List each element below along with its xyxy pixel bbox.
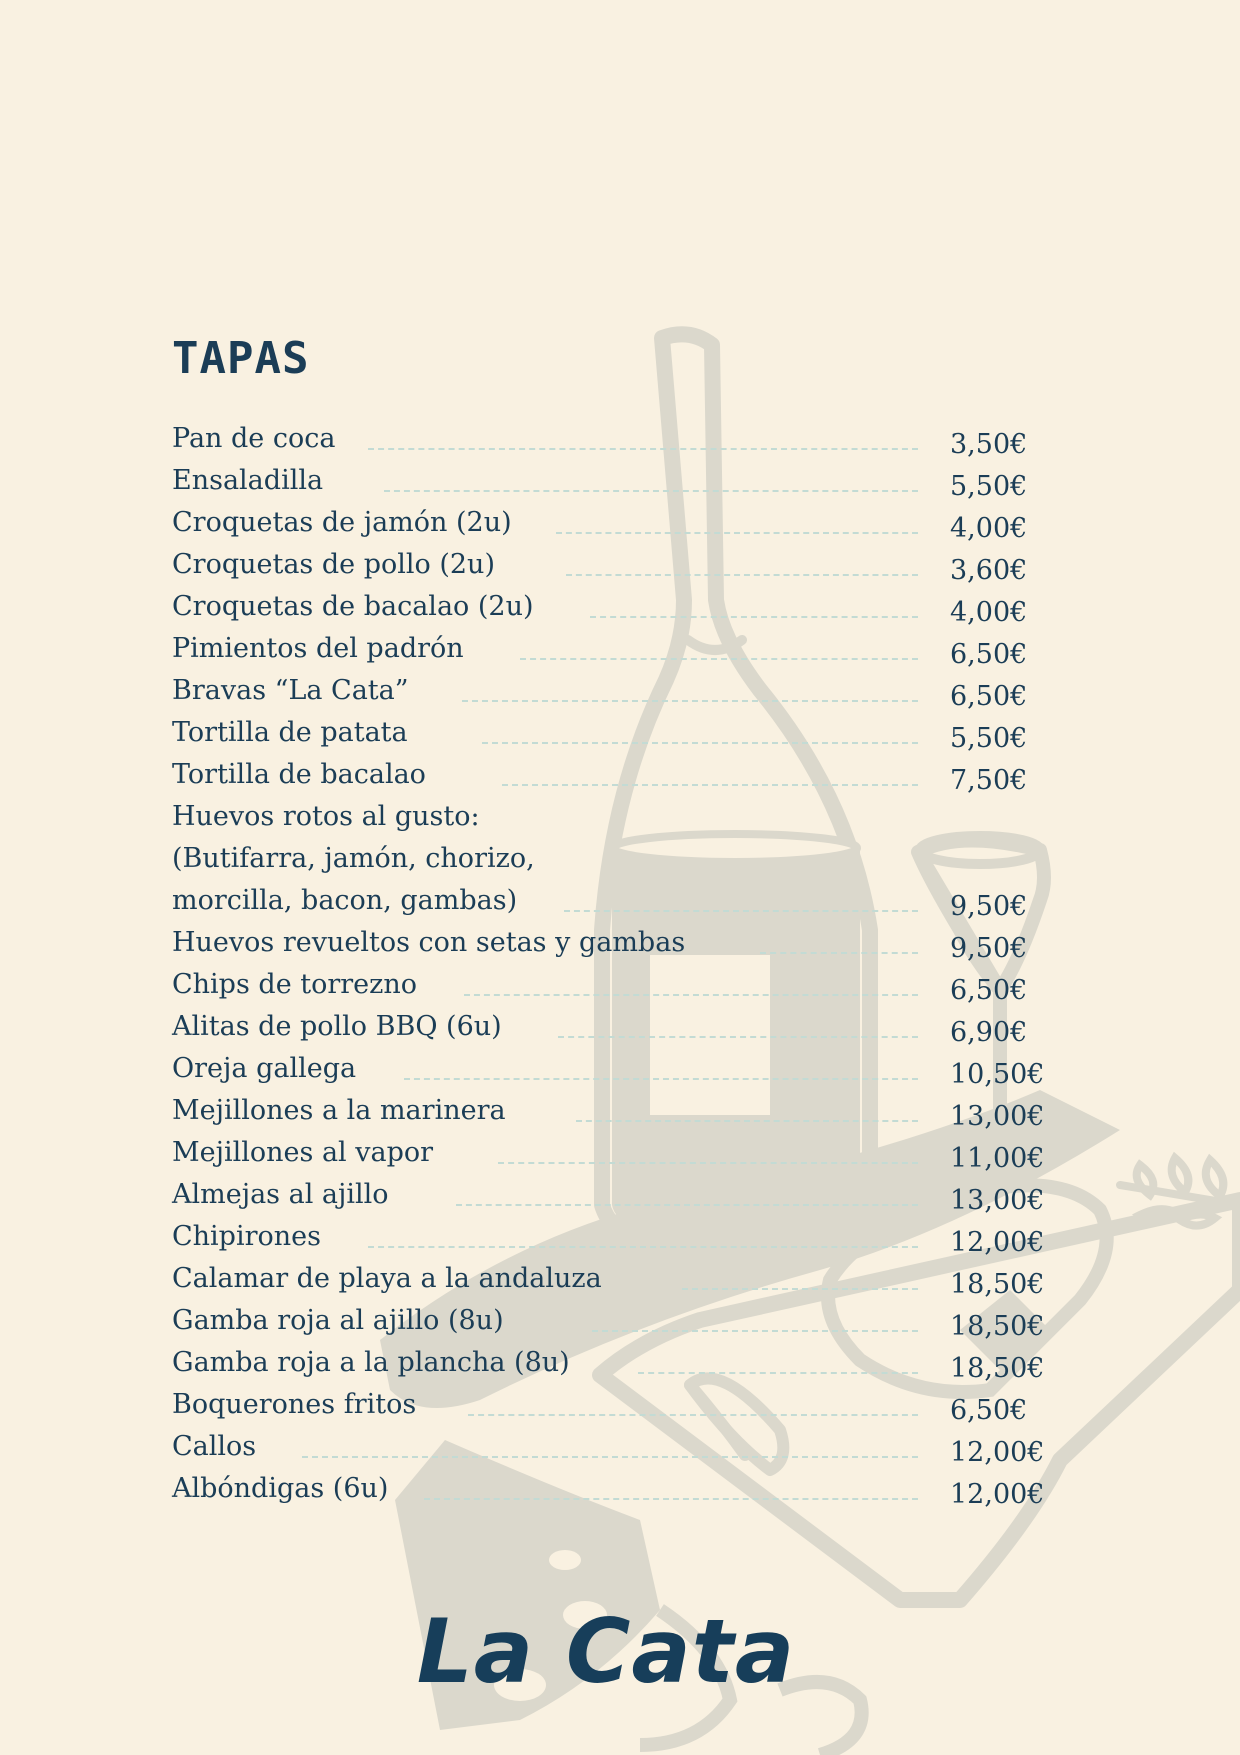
menu-item — [172, 418, 1072, 460]
dotted-leader — [498, 1162, 918, 1164]
item-name: Chips de torrezno — [172, 969, 418, 1000]
dotted-leader — [590, 616, 918, 618]
dotted-leader — [464, 994, 918, 996]
item-name: Calamar de playa a la andaluza — [172, 1263, 602, 1294]
menu-item — [172, 712, 1072, 754]
item-price: 3,60€ — [950, 555, 1028, 586]
dotted-leader — [368, 448, 918, 450]
item-price: 7,50€ — [950, 765, 1028, 796]
item-price: 13,00€ — [950, 1101, 1045, 1132]
menu-item — [172, 754, 1072, 796]
menu-item — [172, 1132, 1072, 1174]
dotted-leader — [638, 1372, 918, 1374]
item-name: Tortilla de patata — [172, 717, 408, 748]
menu-item — [172, 1090, 1072, 1132]
menu-item — [172, 964, 1072, 1006]
menu-item — [172, 1384, 1072, 1426]
menu-item — [172, 1048, 1072, 1090]
item-name: Mejillones a la marinera — [172, 1095, 506, 1126]
dotted-leader — [576, 1120, 918, 1122]
item-price: 5,50€ — [950, 723, 1028, 754]
dotted-leader — [404, 1078, 918, 1080]
menu-item — [172, 880, 1072, 922]
item-name: Chipirones — [172, 1221, 321, 1252]
item-name: Pimientos del padrón — [172, 633, 464, 664]
item-price: 12,00€ — [950, 1227, 1045, 1258]
item-price: 4,00€ — [950, 513, 1028, 544]
item-price: 6,50€ — [950, 1395, 1028, 1426]
item-price: 6,50€ — [950, 975, 1028, 1006]
menu-item — [172, 1468, 1072, 1510]
item-price: 18,50€ — [950, 1353, 1045, 1384]
item-price: 12,00€ — [950, 1437, 1045, 1468]
item-name: Mejillones al vapor — [172, 1137, 434, 1168]
dotted-leader — [456, 1204, 918, 1206]
dotted-leader — [592, 1330, 918, 1332]
item-price: 4,00€ — [950, 597, 1028, 628]
item-price: 9,50€ — [950, 933, 1028, 964]
item-price: 10,50€ — [950, 1059, 1045, 1090]
menu-item — [172, 460, 1072, 502]
item-price: 6,50€ — [950, 639, 1028, 670]
item-name: Almejas al ajillo — [172, 1179, 389, 1210]
item-name: Huevos revueltos con setas y gambas — [172, 927, 686, 958]
menu-item — [172, 1426, 1072, 1468]
menu-item — [172, 628, 1072, 670]
dotted-leader — [384, 490, 918, 492]
menu-item — [172, 1006, 1072, 1048]
item-name: Pan de coca — [172, 423, 336, 454]
menu-item — [172, 1342, 1072, 1384]
menu-item — [172, 922, 1072, 964]
menu-item — [172, 1258, 1072, 1300]
dotted-leader — [682, 1288, 918, 1290]
item-price: 9,50€ — [950, 891, 1028, 922]
item-price: 13,00€ — [950, 1185, 1045, 1216]
menu-item — [172, 670, 1072, 712]
dotted-leader — [558, 1036, 918, 1038]
dotted-leader — [564, 910, 918, 912]
item-price: 18,50€ — [950, 1311, 1045, 1342]
item-name: Croquetas de bacalao (2u) — [172, 591, 534, 622]
dotted-leader — [502, 784, 918, 786]
item-name: Boquerones fritos — [172, 1389, 417, 1420]
dotted-leader — [520, 658, 918, 660]
item-name: Callos — [172, 1431, 257, 1462]
brand-logo: La Cata — [416, 1600, 796, 1703]
item-price: 6,50€ — [950, 681, 1028, 712]
item-name: Gamba roja a la plancha (8u) — [172, 1347, 570, 1378]
dotted-leader — [760, 952, 918, 954]
menu-item — [172, 1216, 1072, 1258]
item-name: Alitas de pollo BBQ (6u) — [172, 1011, 502, 1042]
menu-item — [172, 1300, 1072, 1342]
dotted-leader — [424, 1498, 918, 1500]
menu-item — [172, 1174, 1072, 1216]
item-name: morcilla, bacon, gambas) — [172, 885, 518, 916]
item-name: Huevos rotos al gusto: — [172, 801, 480, 832]
item-price: 6,90€ — [950, 1017, 1028, 1048]
item-price: 12,00€ — [950, 1479, 1045, 1510]
item-name: Oreja gallega — [172, 1053, 357, 1084]
item-price: 18,50€ — [950, 1269, 1045, 1300]
item-price: 5,50€ — [950, 471, 1028, 502]
item-name: Croquetas de jamón (2u) — [172, 507, 512, 538]
item-name: Ensaladilla — [172, 465, 324, 496]
dotted-leader — [462, 700, 918, 702]
dotted-leader — [468, 1414, 918, 1416]
item-name: Albóndigas (6u) — [172, 1473, 389, 1504]
item-name: Croquetas de pollo (2u) — [172, 549, 495, 580]
dotted-leader — [302, 1456, 918, 1458]
dotted-leader — [556, 532, 918, 534]
dotted-leader — [482, 742, 918, 744]
menu-item — [172, 586, 1072, 628]
item-name: Tortilla de bacalao — [172, 759, 426, 790]
dotted-leader — [566, 574, 918, 576]
dotted-leader — [368, 1246, 918, 1248]
item-name: (Butifarra, jamón, chorizo, — [172, 843, 535, 874]
item-name: Gamba roja al ajillo (8u) — [172, 1305, 504, 1336]
menu-item — [172, 796, 1072, 838]
item-price: 11,00€ — [950, 1143, 1045, 1174]
menu-item — [172, 502, 1072, 544]
item-price: 3,50€ — [950, 429, 1028, 460]
item-name: Bravas “La Cata” — [172, 675, 409, 706]
section-title: TAPAS — [172, 333, 310, 384]
menu-item — [172, 838, 1072, 880]
menu-item — [172, 544, 1072, 586]
